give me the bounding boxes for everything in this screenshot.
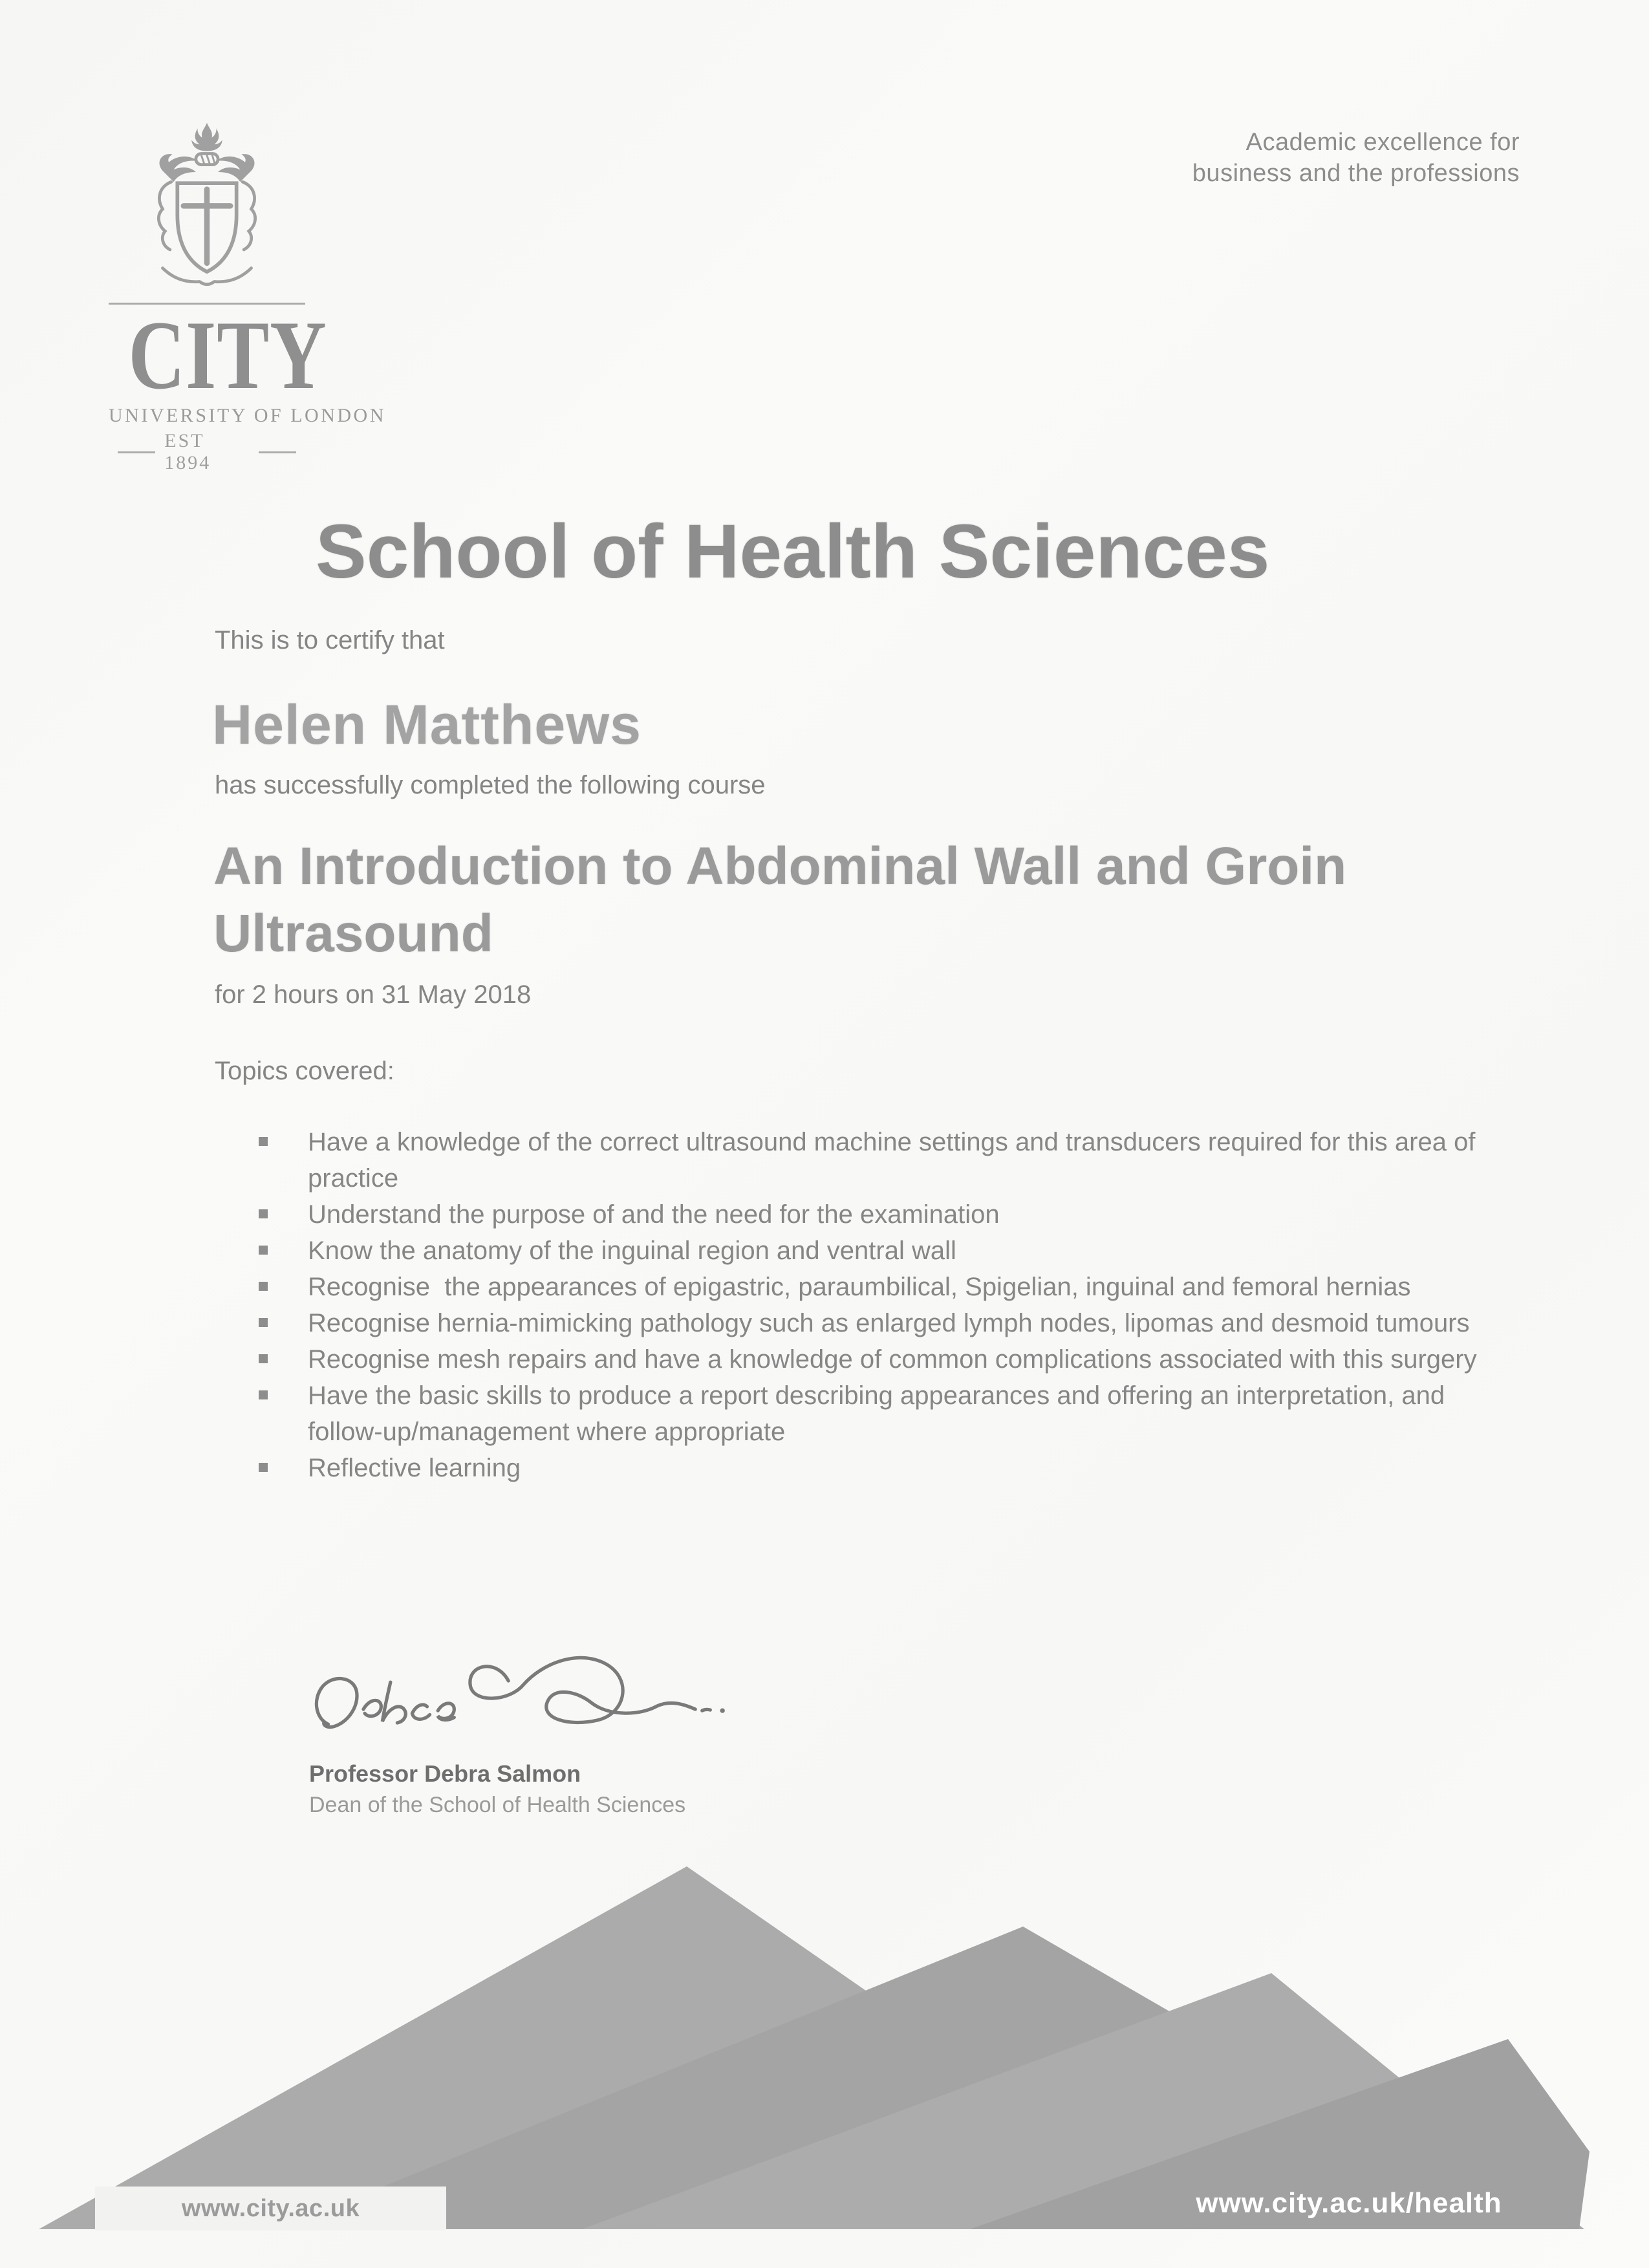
topic-item bbox=[257, 1450, 1486, 1486]
logo-wordmark: CITY bbox=[128, 301, 327, 409]
topic-text: Have a knowledge of the correct ultrasound machine settings and transducers required for this area of practice bbox=[308, 1128, 1483, 1193]
completion-line: has successfully completed the following course bbox=[215, 771, 766, 799]
topic-text: Understand the purpose of and the need for the examination bbox=[308, 1200, 1000, 1229]
footer-url-bar bbox=[95, 2187, 446, 2230]
school-title: School of Health Sciences bbox=[316, 509, 1270, 594]
topics-heading: Topics covered: bbox=[215, 1057, 394, 1085]
signatory-role: Dean of the School of Health Sciences bbox=[309, 1793, 686, 1817]
bullet-square-icon bbox=[259, 1354, 268, 1363]
topic-text: Recognise the appearances of epigastric, paraumbilical, Spigelian, inguinal and femoral hernias bbox=[308, 1273, 1411, 1301]
bullet-square-icon bbox=[259, 1209, 268, 1218]
topic-text: Know the anatomy of the inguinal region and ventral wall bbox=[308, 1237, 956, 1265]
bullet-square-icon bbox=[259, 1318, 268, 1327]
topic-item bbox=[257, 1124, 1486, 1196]
bullet-square-icon bbox=[259, 1463, 268, 1472]
logo-established bbox=[109, 430, 305, 474]
topic-text: Recognise hernia-mimicking pathology such as enlarged lymph nodes, lipomas and desmoid tumours bbox=[308, 1309, 1470, 1337]
signatory-name: Professor Debra Salmon bbox=[309, 1760, 581, 1787]
university-logo bbox=[109, 122, 386, 474]
course-title: An Introduction to Abdominal Wall and Groin Ultrasound bbox=[213, 837, 1347, 963]
topic-item bbox=[257, 1377, 1486, 1450]
topic-item bbox=[257, 1341, 1486, 1377]
est-dash-right bbox=[259, 451, 296, 453]
brand-tagline bbox=[1192, 127, 1520, 189]
bullet-square-icon bbox=[259, 1282, 268, 1291]
certify-line: This is to certify that bbox=[215, 626, 445, 654]
topics-list bbox=[257, 1124, 1486, 1486]
est-text: EST 1894 bbox=[164, 430, 211, 473]
est-dash-left bbox=[118, 451, 155, 453]
bullet-square-icon bbox=[259, 1390, 268, 1399]
signature-script bbox=[294, 1637, 747, 1780]
bullet-square-icon bbox=[259, 1137, 268, 1146]
topic-text: Reflective learning bbox=[308, 1454, 521, 1482]
topic-item bbox=[257, 1196, 1486, 1233]
topic-item bbox=[257, 1305, 1486, 1341]
duration-line: for 2 hours on 31 May 2018 bbox=[215, 980, 532, 1009]
footer-url-health: www.city.ac.uk/health bbox=[1196, 2187, 1502, 2219]
bullet-square-icon bbox=[259, 1246, 268, 1255]
recipient-name: Helen Matthews bbox=[212, 694, 641, 756]
logo-subtitle: UNIVERSITY OF LONDON bbox=[109, 405, 386, 426]
footer-url-main: www.city.ac.uk bbox=[181, 2194, 360, 2222]
brand-tagline-line2: business and the professions bbox=[1192, 160, 1520, 187]
university-crest-icon bbox=[142, 122, 272, 300]
topic-text: Have the basic skills to produce a report describing appearances and offering an interpretation, and follow-up/management where appropriate bbox=[308, 1381, 1452, 1446]
topic-item bbox=[257, 1233, 1486, 1269]
topic-text: Recognise mesh repairs and have a knowledge of common complications associated with this surgery bbox=[308, 1345, 1477, 1374]
brand-tagline-line1: Academic excellence for bbox=[1245, 129, 1520, 156]
topic-item bbox=[257, 1269, 1486, 1305]
